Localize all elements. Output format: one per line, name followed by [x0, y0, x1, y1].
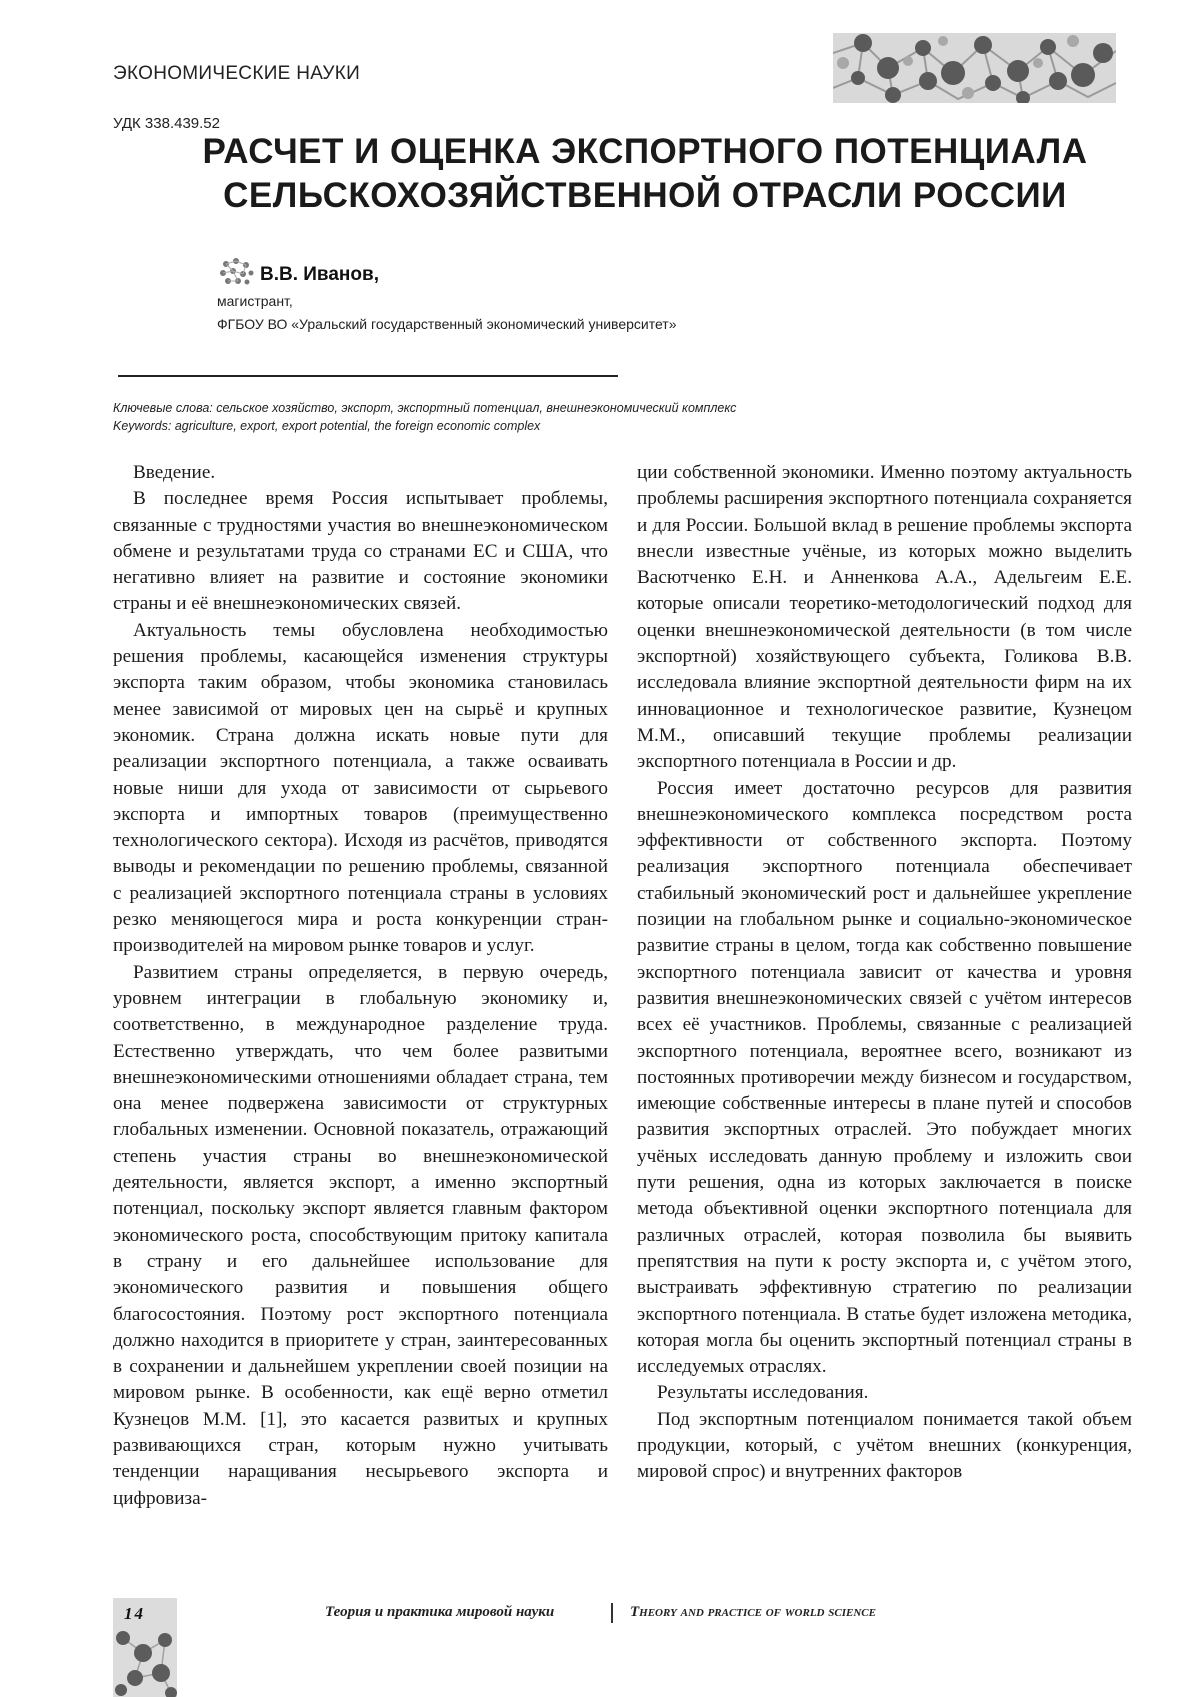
- article-title: [200, 130, 1090, 218]
- keywords-ru: Ключевые слова: сельское хозяйство, экспорт, экспортный потенциал, внешнеэкономический комплекс: [113, 401, 737, 415]
- udc-code: УДК 338.439.52: [113, 115, 220, 132]
- paragraph: Актуальность темы обусловлена необходимостью решения проблемы, касающейся изменения структуры экспорта таким образом, чтобы экономика становилась менее зависимой от мировых цен на сырьё и крупных экономик. Страна должна искать новые пути для реализации экспортного потенциала, а также осваивать новые ниши для ухода от зависимости от сырьевого экспорта и импортных товаров (преимущественно технологического сектора). Исходя из расчётов, приводятся выводы и рекомендации по решению проблемы, связанной с реализацией экспортного потенциала страны в условиях резко меняющегося мира и роста конкуренции стран-производителей на мировом рынке товаров и услуг.: [113, 619, 608, 957]
- paragraph: Под экспортным потенциалом понимается такой объем продукции, который, с учётом внешних (конкуренция, мировой спрос) и внутренних факторов: [637, 1408, 1132, 1483]
- article-title-line-2: СЕЛЬСКОХОЗЯЙСТВЕННОЙ ОТРАСЛИ РОССИИ: [223, 176, 1067, 215]
- paragraph-introduction-heading: Введение.: [133, 462, 216, 483]
- footer-separator: [611, 1603, 613, 1623]
- journal-title-en: Theory and practice of world science: [630, 1604, 876, 1620]
- body-column-left: [113, 460, 608, 1512]
- divider-rule: [118, 375, 618, 377]
- journal-title-ru: Теория и практика мировой науки: [325, 1604, 555, 1620]
- page-number: 14: [124, 1604, 145, 1623]
- section-label: ЭКОНОМИЧЕСКИЕ НАУКИ: [113, 63, 361, 84]
- paragraph-results-heading: Результаты исследования.: [657, 1382, 869, 1404]
- molecule-banner-icon: [833, 33, 1116, 103]
- author-role: магистрант,: [217, 293, 293, 309]
- paragraph: Развитием страны определяется, в первую очередь, уровнем интеграции в глобальную экономику и, соответственно, в международное разделение труда. Естественно утверждать, что чем более развитыми внешнеэкономическими отношениями обладает страна, тем она менее подвержена зависимости от структурных глобальных изменении. Основной показатель, отражающий степень участия страны во внешнеэкономической деятельности, является экспорт, а именно экспортный потенциал, поскольку экспорт является главным фактором экономического роста, способствующим притоку капитала в страну и его дальнейшее использование для экономического развития и повышения общего благосостояния. Поэтому рост экспортного потенциала должно находится в приоритете у стран, заинтересованных в сохранении и дальнейшем укреплении своей позиции на мировом рынке. В особенности, как ещё верно отметил Кузнецов М.М. [1], это касается развитых и крупных развивающихся стран, которым нужно учитывать тенденции наращивания несырьевого экспорта и цифровиза-: [113, 961, 608, 1509]
- article-title-line-1: РАСЧЕТ И ОЦЕНКА ЭКСПОРТНОГО ПОТЕНЦИАЛА: [202, 132, 1088, 171]
- paragraph: Россия имеет достаточно ресурсов для развития внешнеэкономического комплекса посредством роста эффективности от собственного экспорта. Поэтому реализация экспортного потенциала обеспечивает стабильный экономический рост и дальнейшее укрепление позиции на глобальном рынке и социально-экономическое развитие страны в целом, тогда как собственно повышение экспортного потенциала зависит от качества и уровня развития внешнеэкономических связей с учётом интересов всех её участников. Проблемы, связанные с реализацией экспортного потенциала, вероятнее всего, возникают из постоянных противоречии между бизнесом и государством, имеющие собственные интересы в плане путей и способов развития экспортных отраслей. Это побуждает многих учёных исследовать данную проблему и изложить свои пути решения, одна из которых заключается в поиске метода объективной оценки экспортного потенциала для различных отраслей, которая позволила бы выявить препятствия на пути к росту экспорта и, с учётом этого, выстраивать эффективную стратегию по реализации экспортного потенциала. В статье будет изложена методика, которая могла бы оценить экспортный потенциал страны в исследуемых отраслях.: [637, 777, 1132, 1378]
- body-column-right: [637, 460, 1132, 1486]
- author-name: В.В. Иванов,: [260, 264, 379, 285]
- keywords-block: [113, 399, 1073, 435]
- paragraph-continued: ции собственной экономики. Именно поэтому актуальность проблемы расширения экспортного потенциала сохраняется и для России. Большой вклад в решение проблемы экспорта внесли известные учёные, из которых можно выделить Васютченко Е.Н. и Анненкова А.А., Адельгеим Е.Е. которые описали теоретико-методологический подход для оценки внешнеэкономической деятельности (в том числе экспортной) хозяйствующего субъекта, Голикова В.В. исследовала влияние экспортной деятельности фирм на их инновационное и технологическое развитие, Кузнецом М.М., описавший текущие проблемы реализации экспортного потенциала в России и др.: [637, 462, 1132, 773]
- author-organization: ФГБОУ ВО «Уральский государственный экономический университет»: [217, 316, 677, 332]
- paragraph: В последнее время Россия испытывает проблемы, связанные с трудностями участия во внешнеэкономическом обмене и результатами труда со странами ЕС и США, что негативно влияет на развитие и состояние экономики страны и её внешнеэкономических связей.: [113, 488, 608, 615]
- footer-molecule-icon: [113, 1598, 177, 1697]
- keywords-en: Keywords: agriculture, export, export potential, the foreign economic complex: [113, 419, 541, 433]
- author-molecule-icon: [218, 256, 254, 286]
